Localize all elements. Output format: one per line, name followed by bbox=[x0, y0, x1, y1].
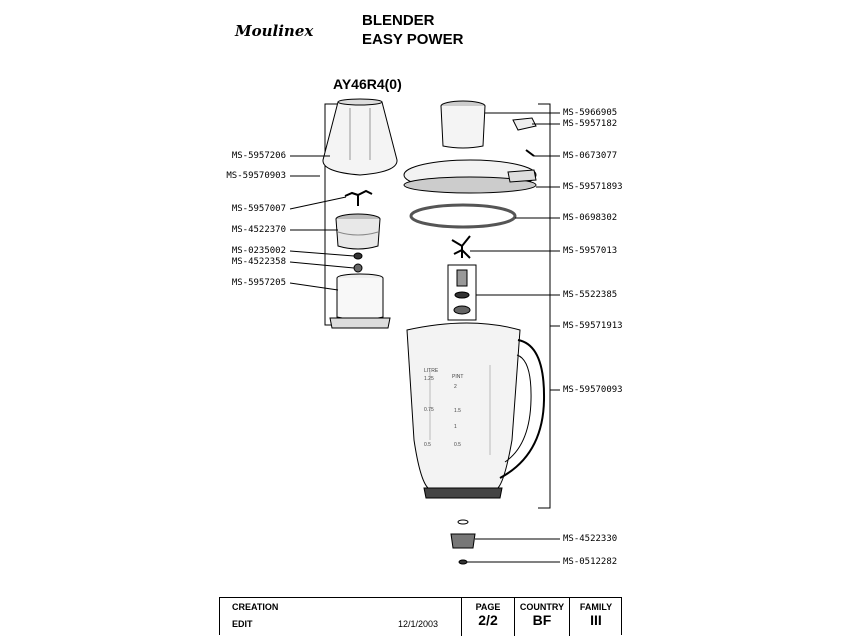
jug-scale-l-mark: 1.25 bbox=[424, 376, 434, 382]
part-number: MS-4522358 bbox=[231, 257, 286, 267]
part-number: MS-4522370 bbox=[231, 225, 286, 235]
country-value: BF bbox=[532, 612, 552, 628]
creation-label: CREATION bbox=[232, 602, 279, 612]
part-number: MS-0235002 bbox=[231, 246, 286, 256]
country-label: COUNTRY bbox=[519, 602, 565, 612]
title-line-2: EASY POWER bbox=[362, 31, 464, 48]
jug-scale-p-mark: 1.5 bbox=[454, 408, 461, 414]
country-cell bbox=[514, 598, 569, 636]
part-number: MS-59571913 bbox=[563, 321, 623, 331]
page-value: 2/2 bbox=[478, 612, 498, 628]
part-number: MS-4522330 bbox=[563, 534, 618, 544]
title-line-1: BLENDER bbox=[362, 12, 435, 29]
part-number: MS-59570093 bbox=[563, 385, 623, 395]
part-number: MS-59571893 bbox=[563, 182, 623, 192]
part-number: MS-5957007 bbox=[231, 204, 286, 214]
page-cell bbox=[461, 598, 514, 636]
brand-logo: Moulinex bbox=[235, 22, 314, 40]
part-number: MS-0512282 bbox=[563, 557, 618, 567]
jug-scale-litre-label: LITRE bbox=[424, 368, 439, 374]
part-number: MS-5522385 bbox=[563, 290, 618, 300]
page-label: PAGE bbox=[475, 602, 501, 612]
part-number: MS-5957182 bbox=[563, 119, 618, 129]
model-number: AY46R4(0) bbox=[333, 76, 402, 92]
jug-scale-l-mark: 0.75 bbox=[424, 407, 434, 413]
jug-scale-p-mark: 1 bbox=[454, 424, 457, 430]
family-value: III bbox=[590, 612, 602, 628]
jug-scale-pint-label: PINT bbox=[452, 374, 464, 380]
part-number: MS-0698302 bbox=[563, 213, 618, 223]
jug-scale-l-mark: 0.5 bbox=[424, 442, 431, 448]
chopper-container-drawing bbox=[336, 214, 380, 249]
part-number: MS-0673077 bbox=[563, 151, 618, 161]
chopper-blade-drawing bbox=[345, 191, 372, 206]
part-number: MS-59570903 bbox=[226, 171, 286, 181]
family-label: FAMILY bbox=[579, 602, 613, 612]
chopper-bowl-drawing bbox=[323, 99, 397, 175]
jug-cap-drawing bbox=[441, 101, 536, 156]
part-number: MS-5957013 bbox=[563, 246, 618, 256]
part-number: MS-5957206 bbox=[231, 151, 286, 161]
edit-label: EDIT bbox=[232, 619, 253, 629]
chopper-base-drawing bbox=[330, 274, 390, 328]
jug-scale-p-mark: 2 bbox=[454, 384, 457, 390]
title-block bbox=[219, 597, 622, 635]
part-number: MS-5966905 bbox=[563, 108, 618, 118]
jug-lid-drawing bbox=[404, 160, 536, 193]
part-number: MS-5957205 bbox=[231, 278, 286, 288]
edit-date: 12/1/2003 bbox=[398, 619, 439, 629]
jug-scale-p-mark: 0.5 bbox=[454, 442, 461, 448]
family-cell bbox=[569, 598, 622, 636]
